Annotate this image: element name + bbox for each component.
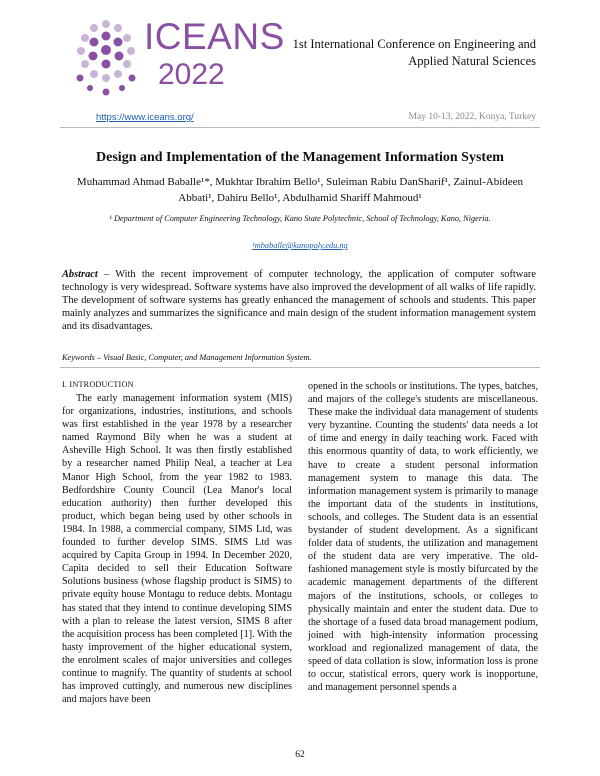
conference-date: May 10-13, 2022, Konya, Turkey	[408, 112, 536, 122]
conference-logo	[66, 14, 285, 108]
abstract	[62, 268, 536, 333]
body-column-left: The early management information system (MIS) for organizations, industries, institutions, and schools was first established in the year 1978 by a researcher named Raymond Bily when he was a student at Asheville High School. It was then firstly established by a researcher named Philip Neal, a teacher at Lea Manor High School, from the year 1982 to 1983. Bedfordshire County Council (Lea Manor's local education authority) then further developed this product, which began being used by other schools in 1984. In 1988, a commercial company, SIMS Ltd, was founded to further develop SIMS. SIMS Ltd was acquired by Capita Group in 1994. In December 2020, Capita decided to sell their Education Software Solutions business (whose flagship product is SIMS) to private equity house Montagu to reduce debts. Montagu has stated that they intend to continue developing SIMS with a plan to release the latest version, SIMS 8 after the acquisition process has been completed [1]. With the hasty improvement of the higher educational system, the enrolment scales of major universities and colleges continue to magnify. The quantity of students at school has improved cuttingly, and numerous new disciplines and majors have been	[62, 393, 292, 706]
affiliation: ¹ Department of Computer Engineering Technology, Kano State Polytechnic, School of Technology, Kano, Nigeria.	[109, 214, 491, 223]
abstract-label: Abstract	[62, 269, 98, 280]
keywords: Keywords – Visual Basic, Computer, and Management Information System.	[62, 353, 312, 362]
conference-name: 1st International Conference on Engineering and Applied Natural Sciences	[292, 37, 536, 68]
page-number: 62	[295, 750, 305, 760]
body-column-right: opened in the schools or institutions. The types, batches, and majors of the college's students are miscellaneous. These make the individual data management of students very byzantine. Counting the students' data needs a lot of time and energy in daily teaching work. Faced with this enormous quantity of data, to work efficiently, we have to create a student personal information management system to manage this data. The information management system is primarily to manage the important data of the students in institutions, schools, and colleges. The Student data is an essential bystander of student development. As a significant folder data of students, the utilization and management of the student data are very imperative. The old-fashioned management style is mostly bifurcated by the academic management departments of the different majors of the institutions, schools, or colleges to physically maintain and enter the student data. Due to the shortage of a fused data broad management podium, joined with high-intensity information processing workload and regionalized management of data, the speed of data collation is slow, information loss is prone to occur, statistical errors, query work is inopportune, and management personnel spends a	[308, 381, 538, 694]
logo-dots-icon	[66, 14, 146, 108]
abstract-text: – With the recent improvement of computer technology, the application of computer software technology is very widespread. Software systems have also improved the development of all walks of life rapidly. The development of software systems has greatly enhanced the management of schools and students. This paper mainly analyzes and summarizes the significance and main design of the student information management system and its disadvantages.	[62, 269, 536, 332]
keywords-divider	[60, 367, 540, 368]
section-heading: I. INTRODUCTION	[62, 380, 134, 389]
logo-text: ICEANS	[144, 16, 285, 57]
author-email-link[interactable]: ¹mbaballe@kanopoly.edu.ng	[252, 241, 348, 250]
paper-title: Design and Implementation of the Management Information System	[96, 150, 504, 165]
conference-url-link[interactable]: https://www.iceans.org/	[96, 112, 194, 123]
header-divider	[60, 127, 540, 128]
author-list: Muhammad Ahmad Baballe¹*, Mukhtar Ibrahim Bello¹, Suleiman Rabiu DanSharif¹, Zainul-Abideen Abbati¹, Dahiru Bello¹, Abdulhamid Shariff Mahmoud¹	[76, 176, 524, 204]
logo-year: 2022	[158, 58, 225, 91]
